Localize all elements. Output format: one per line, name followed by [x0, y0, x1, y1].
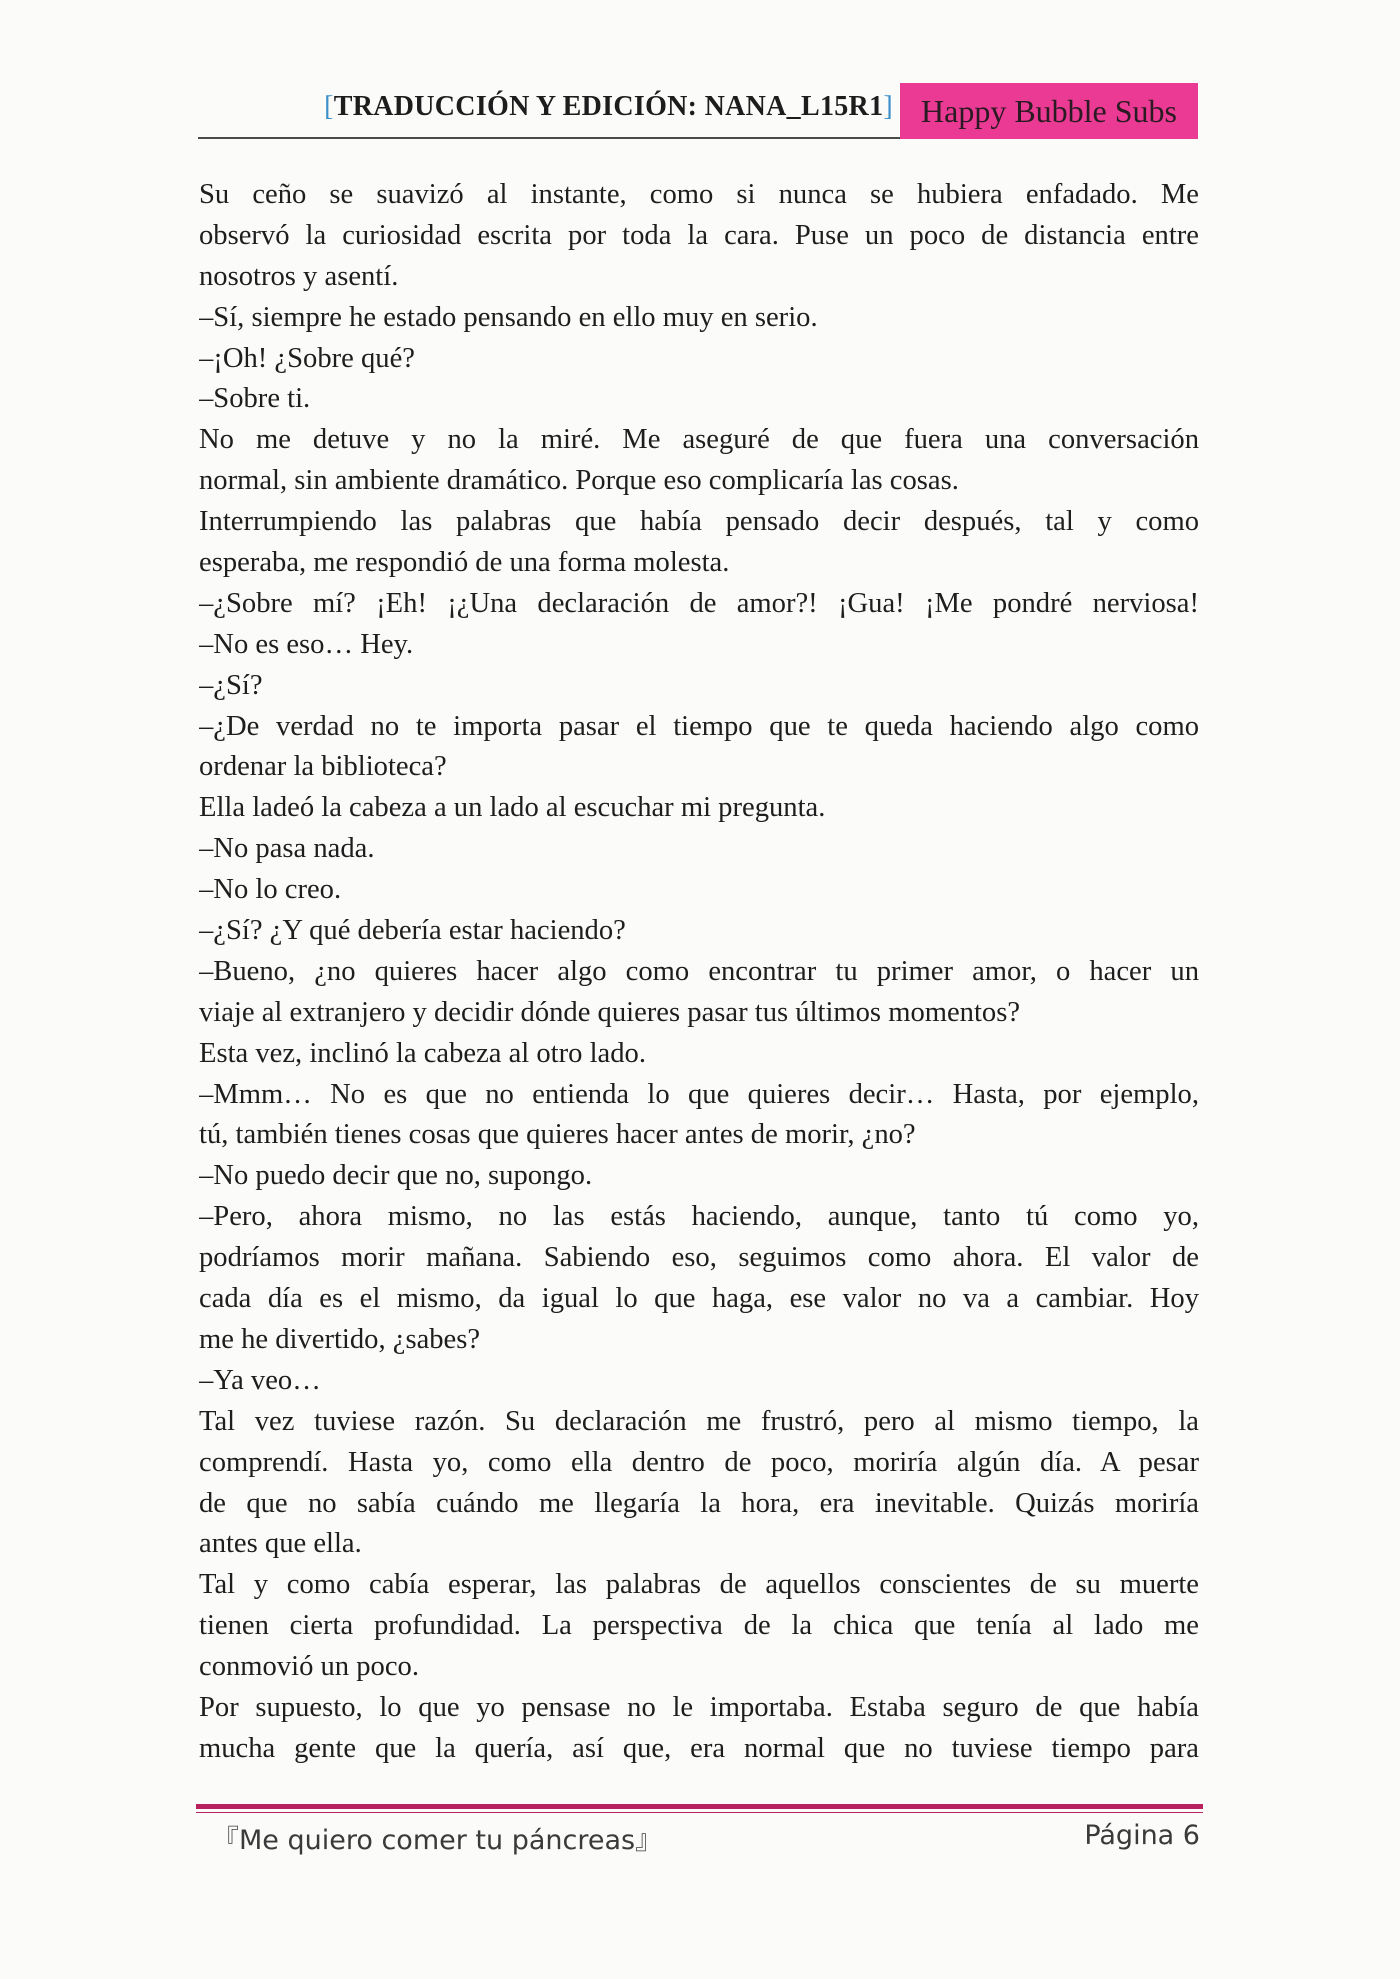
body-line: –¿Sí? — [199, 669, 263, 701]
body-line: ordenar la biblioteca? — [199, 751, 447, 783]
header-brand-badge: Happy Bubble Subs — [900, 83, 1198, 139]
body-line: Esta vez, inclinó la cabeza al otro lado. — [199, 1037, 646, 1069]
body-line: observó la curiosidad escrita por toda la cara. Puse un poco de distancia entre — [199, 219, 1199, 251]
body-line: podríamos morir mañana. Sabiendo eso, seguimos como ahora. El valor de — [199, 1242, 1199, 1274]
header-bracket-close: ] — [883, 91, 893, 122]
header-bracket-open: [ — [324, 91, 334, 122]
body-line: –Bueno, ¿no quieres hacer algo como encontrar tu primer amor, o hacer un — [199, 955, 1199, 987]
body-line: –¿Sobre mí? ¡Eh! ¡¿Una declaración de amor?! ¡Gua! ¡Me pondré nerviosa! — [199, 587, 1199, 619]
body-line: tú, también tienes cosas que quieres hacer antes de morir, ¿no? — [199, 1119, 916, 1151]
body-line: normal, sin ambiente dramático. Porque eso complicaría las cosas. — [199, 465, 959, 497]
body-line: me he divertido, ¿sabes? — [199, 1323, 481, 1355]
body-line: –No puedo decir que no, supongo. — [199, 1160, 593, 1192]
body-line: nosotros y asentí. — [199, 260, 399, 292]
body-line: No me detuve y no la miré. Me aseguré de que fuera una conversación — [199, 424, 1199, 456]
body-line: –Sí, siempre he estado pensando en ello muy en serio. — [199, 301, 818, 333]
body-line: Su ceño se suavizó al instante, como si nunca se hubiera enfadado. Me — [199, 179, 1199, 210]
page-header — [198, 83, 1200, 138]
body-line: –Sobre ti. — [199, 383, 311, 415]
body-line: conmovió un poco. — [199, 1651, 419, 1683]
body-line: esperaba, me respondió de una forma molesta. — [199, 547, 730, 579]
body-line: –Ya veo… — [199, 1364, 321, 1396]
body-line: cada día es el mismo, da igual lo que haga, ese valor no va a cambiar. Hoy — [199, 1283, 1199, 1315]
footer-page-number: Página 6 — [1084, 1820, 1200, 1851]
body-line: antes que ella. — [199, 1528, 362, 1560]
body-line: Tal vez tuviese razón. Su declaración me frustró, pero al mismo tiempo, la — [199, 1405, 1199, 1437]
page-body — [199, 175, 1199, 1770]
body-line: –No lo creo. — [199, 874, 342, 906]
body-line: viaje al extranjero y decidir dónde quieres pasar tus últimos momentos? — [199, 996, 1021, 1028]
body-line: Ella ladeó la cabeza a un lado al escuchar mi pregunta. — [199, 792, 826, 824]
body-line: comprendí. Hasta yo, como ella dentro de poco, moriría algún día. A pesar — [199, 1446, 1199, 1478]
footer-rule — [196, 1804, 1203, 1809]
header-credit — [324, 91, 893, 123]
body-line: Interrumpiendo las palabras que había pensado decir después, tal y como — [199, 506, 1199, 538]
body-line: de que no sabía cuándo me llegaría la hora, era inevitable. Quizás moriría — [199, 1487, 1199, 1519]
footer-rule-thin — [196, 1812, 1203, 1813]
body-line: –No pasa nada. — [199, 833, 375, 865]
footer-book-title: 『Me quiero comer tu páncreas』 — [212, 1825, 663, 1856]
body-line: tienen cierta profundidad. La perspectiva de la chica que tenía al lado me — [199, 1610, 1199, 1642]
header-rule — [198, 137, 900, 139]
body-line: –¿De verdad no te importa pasar el tiempo que te queda haciendo algo como — [199, 710, 1199, 742]
body-line: Tal y como cabía esperar, las palabras de aquellos conscientes de su muerte — [199, 1569, 1199, 1601]
body-line: Por supuesto, lo que yo pensase no le importaba. Estaba seguro de que había — [199, 1691, 1199, 1723]
header-credit-text: TRADUCCIÓN Y EDICIÓN: NANA_L15R1 — [333, 91, 884, 122]
body-line: –Mmm… No es que no entienda lo que quieres decir… Hasta, por ejemplo, — [199, 1078, 1199, 1110]
body-line: –No es eso… Hey. — [199, 628, 414, 660]
body-line: mucha gente que la quería, así que, era normal que no tuviese tiempo para — [199, 1732, 1199, 1764]
body-line: –¡Oh! ¿Sobre qué? — [199, 342, 415, 374]
body-line: –¿Sí? ¿Y qué debería estar haciendo? — [199, 915, 626, 947]
body-line: –Pero, ahora mismo, no las estás haciendo, aunque, tanto tú como yo, — [199, 1201, 1199, 1233]
